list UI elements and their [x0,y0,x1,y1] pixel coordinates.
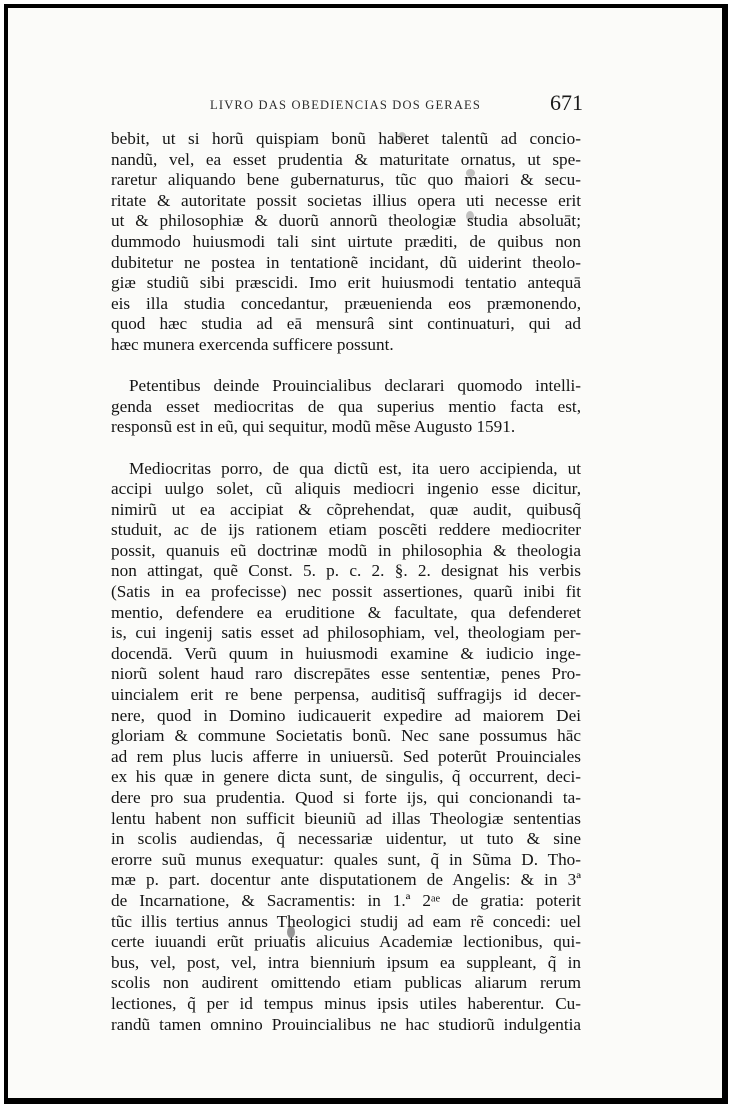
text-line: certe iuuandi erũt priuatis alicuius Academiæ lectionibus, qui- [111,932,581,952]
paragraph-gap [111,438,581,459]
text-line: (Satis in ea profecisse) nec possit assertiones, quarũ inibi fit [111,582,581,602]
paragraph [111,459,581,1036]
text-line: ex his quæ in genere dicta sunt, de singulis, q̃ occurrent, deci- [111,767,581,787]
text-line: docendā. Verũ quum in huiusmodi examine & iudicio inge- [111,643,581,663]
text-line: scolis non audirent omittendo etiam publicas aliarum rerum [111,973,581,993]
page-number: 671 [550,90,583,115]
text-line: dubitetur ne postea in tentationẽ incidant, dũ uiderint theolo- [111,252,581,272]
text-line: nimirũ ut ea accipiat & cõprehendat, quæ audit, quibusq̃ [111,499,581,519]
text-line: ritate & autoritate possit societas illius opera uti necesse erit [111,190,581,210]
text-line: bus, vel, post, vel, intra bienniuṁ ipsum ea suppleant, q̃ in [111,952,581,972]
text-line: non attingat, quẽ Const. 5. p. c. 2. §. 2. designat his verbis [111,561,581,581]
text-line: dere pro sua prudentia. Quod si forte ijs, qui concionandi ta- [111,788,581,807]
text-line: ad rem plus lucis afferre in uniuersũ. Sed poterũt Prouinciales [111,746,581,766]
text-line: studuit, ac de ijs rationem etiam poscẽti reddere mediocriter [111,520,581,540]
paragraph [111,129,581,356]
text-line: hæc munera exercenda sufficere possunt. [111,334,394,354]
text-line: giæ studiũ sibi præscidi. Imo erit huiusmodi tentatio antequā [111,273,581,293]
text-line: de Incarnatione, & Sacramentis: in 1.ª 2ᵃᵉ de gratia: poterit [111,890,581,910]
text-line: bebit, ut si horũ quispiam bonũ haberet talentũ ad concio- [111,129,581,148]
text-line: Mediocritas porro, de qua dictũ est, ita uero accipienda, ut [129,458,581,478]
text-line: responsũ est in eũ, qui sequitur, modũ mẽse Augusto 1591. [111,417,516,437]
text-line: randũ tamen omnino Prouincialibus ne hac studiorũ indulgentia [111,1014,581,1034]
text-line: quod hæc studia ad eā mensurâ sint continuaturi, qui ad [111,314,581,334]
text-line: tũc illis tertius annus Theologici studij ad eam rẽ concedi: uel [111,911,581,931]
text-line: niorũ solent haud raro discrepātes esse sententiæ, penes Pro- [111,664,581,684]
page-frame [4,4,728,1104]
text-line: mentio, defendere ea eruditione & facultate, qua defenderet [111,602,581,622]
text-line: accipi uulgo solet, cũ aliquis mediocri ingenio esse dicitur, [111,479,581,499]
text-line: uincialem erit re bene perpensa, auditisq̃ suffragijs id decer- [111,685,581,705]
paragraph-gap [111,356,581,377]
text-line: dummodo huiusmodi tali sint uirtute præditi, de quibus non [111,231,581,251]
text-line: lentu habent non sufficit bieuniũ ad illas Theologiæ sententias [111,808,581,828]
text-line: genda esset mediocritas de qua superius mentio facta est, [111,396,581,416]
text-line: nandũ, vel, ea esset prudentia & maturitate ornatus, ut spe- [111,149,581,169]
paragraph [111,376,581,438]
text-line: is, cui ingenij satis esset ad philosophiam, vel, theologiam per- [111,623,581,643]
text-line: possit, quanuis eũ doctrinæ modũ in philosophia & theologia [111,540,581,560]
text-line: eis illa studia concedantur, præuenienda eos præmonendo, [111,293,581,313]
text-line: raretur aliquando bene gubernaturus, tũc quo maiori & secu- [111,170,581,190]
text-line: nere, quod in Domino iudicauerit expedire ad maiorem Dei [111,705,581,725]
text-line: mæ p. part. docentur ante disputationem de Angelis: & in 3ª [111,870,581,890]
text-line: Petentibus deinde Prouincialibus declarari quomodo intelli- [129,376,581,396]
body-text [111,129,581,1035]
running-title: LIVRO DAS OBEDIENCIAS DOS GERAES [210,98,482,112]
text-line: lectiones, q̃ per id tempus minus ipsis utiles haberentur. Cu- [111,993,581,1013]
page-header [8,90,722,118]
text-line: in scolis audiendas, q̃ necessariæ uidentur, ut tuto & sine [111,829,581,849]
text-line: erorre suũ munus exequatur: quales sunt, q̃ in Sũma D. Tho- [111,849,581,869]
text-line: gloriam & commune Societatis bonũ. Nec sane possumus hāc [111,726,581,746]
text-line: ut & philosophiæ & duorũ annorũ theologiæ studia absoluāt; [111,211,581,231]
